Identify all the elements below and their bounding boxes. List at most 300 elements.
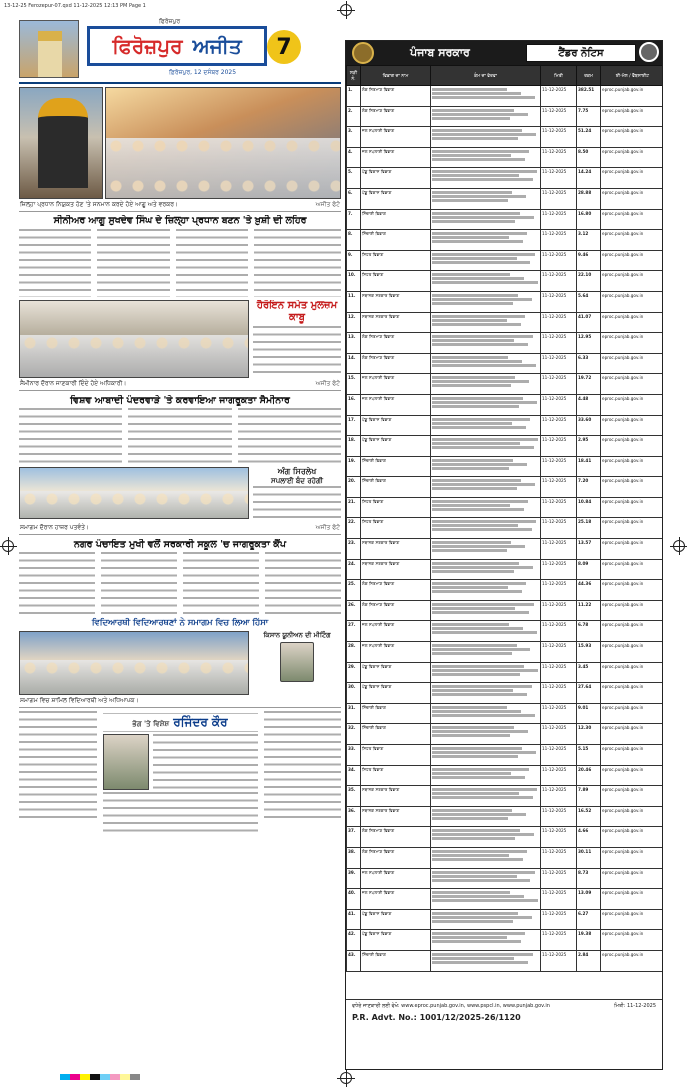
tender-row-website[interactable]: eproc.punjab.gov.in xyxy=(601,539,664,560)
tender-row-date: 11-12-2025 xyxy=(541,889,577,910)
tender-row-amount: 12.30 xyxy=(577,724,601,745)
tender-row-amount: 14.24 xyxy=(577,168,601,189)
tender-row-department: ਪੇਂਡੂ ਵਿਕਾਸ ਵਿਭਾਗ xyxy=(361,909,431,930)
tender-row-description xyxy=(431,827,541,848)
tender-row xyxy=(347,353,664,374)
tender-row-amount: 7.89 xyxy=(577,786,601,807)
tender-row-number: 6. xyxy=(347,188,361,209)
tender-row-website[interactable]: eproc.punjab.gov.in xyxy=(601,333,664,354)
tender-row xyxy=(347,909,664,930)
tender-row-website[interactable]: eproc.punjab.gov.in xyxy=(601,127,664,148)
masthead-tag: ਫਿਰੋਜ਼ਪੁਰ xyxy=(159,18,181,25)
tender-row-description xyxy=(431,230,541,251)
tender-row-amount: 9.01 xyxy=(577,703,601,724)
tender-row-date: 11-12-2025 xyxy=(541,909,577,930)
story1-headline: ਸੀਨੀਅਰ ਆਗੂ ਸੁਖਦੇਵ ਸਿੰਘ ਦੇ ਜ਼ਿਲ੍ਹਾ ਪ੍ਰਧਾਨ ਬਣਨ 'ਤੇ ਖ਼ੁਸ਼ੀ ਦੀ ਲਹਿਰ xyxy=(53,215,307,226)
tender-row-number: 1. xyxy=(347,86,361,107)
tender-row-website[interactable]: eproc.punjab.gov.in xyxy=(601,868,664,889)
tender-row xyxy=(347,86,664,107)
tender-row-number: 2. xyxy=(347,106,361,127)
tender-row-date: 11-12-2025 xyxy=(541,745,577,766)
tender-row-date: 11-12-2025 xyxy=(541,847,577,868)
tender-row-number: 36. xyxy=(347,806,361,827)
tender-row-number: 30. xyxy=(347,683,361,704)
tender-row-date: 11-12-2025 xyxy=(541,209,577,230)
tender-row-amount: 20.46 xyxy=(577,765,601,786)
tender-row-amount: 9.46 xyxy=(577,250,601,271)
column-header: ਰਕਮ xyxy=(577,66,601,86)
tender-row-website[interactable]: eproc.punjab.gov.in xyxy=(601,703,664,724)
tender-row-amount: 5.15 xyxy=(577,745,601,766)
story5-headline: ਵਿਦਿਆਰਥੀ ਵਿਦਿਆਰਥਣਾਂ ਨੇ ਸਮਾਗਮ ਵਿਚ ਲਿਆ ਹਿੱਸਾ xyxy=(91,617,269,627)
tender-row-date: 11-12-2025 xyxy=(541,765,577,786)
story4-side-subheading: ਸਪਲਾਈ ਬੰਦ ਰਹੇਗੀ xyxy=(271,477,323,485)
tender-row xyxy=(347,312,664,333)
tender-row-date: 11-12-2025 xyxy=(541,394,577,415)
tender-row-website[interactable]: eproc.punjab.gov.in xyxy=(601,559,664,580)
tender-row-description xyxy=(431,291,541,312)
tender-row-number: 40. xyxy=(347,889,361,910)
tender-row-department: ਸਿੰਚਾਈ ਵਿਭਾਗ xyxy=(361,230,431,251)
tender-row-number: 32. xyxy=(347,724,361,745)
tender-row-description xyxy=(431,374,541,395)
tender-row-date: 11-12-2025 xyxy=(541,168,577,189)
tender-row-website[interactable]: eproc.punjab.gov.in xyxy=(601,106,664,127)
tender-row-department: ਸਥਾਨਕ ਸਰਕਾਰ ਵਿਭਾਗ xyxy=(361,312,431,333)
tender-row-number: 43. xyxy=(347,950,361,971)
tender-row-date: 11-12-2025 xyxy=(541,642,577,663)
tender-row-number: 41. xyxy=(347,909,361,930)
tender-row-website[interactable]: eproc.punjab.gov.in xyxy=(601,230,664,251)
tender-row-date: 11-12-2025 xyxy=(541,127,577,148)
tender-row-number: 12. xyxy=(347,312,361,333)
tender-row-number: 10. xyxy=(347,271,361,292)
tender-row-website[interactable]: eproc.punjab.gov.in xyxy=(601,889,664,910)
print-slug: 13-12-25 Ferozepur-07.qxd 11-12-2025 12:13 PM Page 1 xyxy=(4,3,146,9)
tender-row xyxy=(347,745,664,766)
tender-row-date: 11-12-2025 xyxy=(541,86,577,107)
registration-mark-icon xyxy=(2,540,14,552)
tender-row xyxy=(347,415,664,436)
tender-row-number: 13. xyxy=(347,333,361,354)
tender-row xyxy=(347,806,664,827)
tender-row-date: 11-12-2025 xyxy=(541,374,577,395)
column-header: ਈ-ਮੇਲ / ਵੈੱਬਸਾਈਟ xyxy=(601,66,664,86)
tender-row-amount: 6.78 xyxy=(577,621,601,642)
tender-row-amount: 33.60 xyxy=(577,415,601,436)
tender-row-number: 28. xyxy=(347,642,361,663)
tender-row-website[interactable]: eproc.punjab.gov.in xyxy=(601,394,664,415)
tender-row-description xyxy=(431,621,541,642)
tender-row xyxy=(347,477,664,498)
tender-row-department: ਲੋਕ ਨਿਰਮਾਣ ਵਿਭਾਗ xyxy=(361,106,431,127)
tender-row-department: ਜਲ ਸਪਲਾਈ ਵਿਭਾਗ xyxy=(361,621,431,642)
page-number: 7 xyxy=(267,30,301,64)
tender-row-amount: 25.18 xyxy=(577,518,601,539)
tender-row-department: ਜਲ ਸਪਲਾਈ ਵਿਭਾਗ xyxy=(361,642,431,663)
tender-row-website[interactable]: eproc.punjab.gov.in xyxy=(601,188,664,209)
tender-row-website[interactable]: eproc.punjab.gov.in xyxy=(601,497,664,518)
tender-row xyxy=(347,168,664,189)
tender-row-number: 34. xyxy=(347,765,361,786)
tender-row-description xyxy=(431,106,541,127)
tender-row-date: 11-12-2025 xyxy=(541,415,577,436)
story4-headline: ਨਗਰ ਪੰਚਾਇਤ ਮੁਖੀ ਵਲੋਂ ਸਰਕਾਰੀ ਸਕੂਲ 'ਚ ਜਾਗਰੂਕਤਾ ਕੈਂਪ xyxy=(73,539,287,550)
tender-row-description xyxy=(431,539,541,560)
column-header: ਵਿਭਾਗ ਦਾ ਨਾਮ xyxy=(361,66,431,86)
tender-row-number: 11. xyxy=(347,291,361,312)
department-logo-icon xyxy=(639,42,659,62)
tender-row-website[interactable]: eproc.punjab.gov.in xyxy=(601,477,664,498)
tender-row-department: ਪੇਂਡੂ ਵਿਕਾਸ ਵਿਭਾਗ xyxy=(361,436,431,457)
tender-row-website[interactable]: eproc.punjab.gov.in xyxy=(601,291,664,312)
tender-row xyxy=(347,374,664,395)
tender-row-description xyxy=(431,436,541,457)
tender-row-description xyxy=(431,86,541,107)
tender-row-department: ਜਲ ਸਪਲਾਈ ਵਿਭਾਗ xyxy=(361,889,431,910)
tender-row-description xyxy=(431,477,541,498)
story3-body xyxy=(19,408,341,464)
newspaper-left-page xyxy=(19,16,341,1066)
registration-mark-icon xyxy=(340,1072,352,1084)
tender-title: ਟੈਂਡਰ ਨੋਟਿਸ xyxy=(526,44,636,62)
tender-row-department: ਸਿੰਚਾਈ ਵਿਭਾਗ xyxy=(361,724,431,745)
tender-row-description xyxy=(431,580,541,601)
tender-row-description xyxy=(431,600,541,621)
tender-row-number: 20. xyxy=(347,477,361,498)
tender-row-website[interactable]: eproc.punjab.gov.in xyxy=(601,662,664,683)
tender-row xyxy=(347,147,664,168)
tender-row-website[interactable]: eproc.punjab.gov.in xyxy=(601,415,664,436)
tender-row-website[interactable]: eproc.punjab.gov.in xyxy=(601,374,664,395)
tender-row-amount: 44.36 xyxy=(577,580,601,601)
tender-row xyxy=(347,539,664,560)
story4-caption: ਸਮਾਗਮ ਦੌਰਾਨ ਹਾਜ਼ਰ ਪਤਵੰਤੇ। ਅਜੀਤ ਫੋਟੋ xyxy=(19,522,341,535)
story4-side-heading: ਅੰਗ ਸਿਰਲੇਖ xyxy=(277,467,317,476)
tender-row-website[interactable]: eproc.punjab.gov.in xyxy=(601,786,664,807)
tender-row-amount: 22.10 xyxy=(577,271,601,292)
tender-row-description xyxy=(431,786,541,807)
tender-row xyxy=(347,436,664,457)
story1-photos xyxy=(19,87,341,199)
tender-row-amount: 2.95 xyxy=(577,436,601,457)
tender-row-description xyxy=(431,703,541,724)
tender-row-date: 11-12-2025 xyxy=(541,312,577,333)
story5-photo xyxy=(19,631,249,695)
tender-row-website[interactable]: eproc.punjab.gov.in xyxy=(601,580,664,601)
tender-row-description xyxy=(431,147,541,168)
tender-row-description xyxy=(431,415,541,436)
tender-row-amount: 12.95 xyxy=(577,333,601,354)
tender-row-department: ਪੇਂਡੂ ਵਿਕਾਸ ਵਿਭਾਗ xyxy=(361,415,431,436)
tender-row-date: 11-12-2025 xyxy=(541,662,577,683)
tender-row xyxy=(347,456,664,477)
tender-row-date: 11-12-2025 xyxy=(541,477,577,498)
tender-row-date: 11-12-2025 xyxy=(541,600,577,621)
tender-row-department: ਪੇਂਡੂ ਵਿਕਾਸ ਵਿਭਾਗ xyxy=(361,188,431,209)
tender-row-website[interactable]: eproc.punjab.gov.in xyxy=(601,909,664,930)
tender-row xyxy=(347,600,664,621)
tender-row-department: ਜਲ ਸਪਲਾਈ ਵਿਭਾਗ xyxy=(361,147,431,168)
tender-row-department: ਜਲ ਸਪਲਾਈ ਵਿਭਾਗ xyxy=(361,394,431,415)
tender-row xyxy=(347,271,664,292)
tender-row-amount: 8.73 xyxy=(577,868,601,889)
tender-row-amount: 19.72 xyxy=(577,374,601,395)
tender-row-department: ਪੇਂਡੂ ਵਿਕਾਸ ਵਿਭਾਗ xyxy=(361,683,431,704)
story1-body xyxy=(19,229,341,297)
tender-row xyxy=(347,497,664,518)
story2-photo xyxy=(19,300,249,378)
tender-footer xyxy=(346,999,662,1069)
tender-row-department: ਲੋਕ ਨਿਰਮਾਣ ਵਿਭਾਗ xyxy=(361,333,431,354)
tender-row-description xyxy=(431,456,541,477)
tender-row-date: 11-12-2025 xyxy=(541,703,577,724)
tender-row-amount: 3.45 xyxy=(577,662,601,683)
tender-row xyxy=(347,683,664,704)
tender-row xyxy=(347,209,664,230)
tender-row-amount: 28.88 xyxy=(577,188,601,209)
tender-row-number: 17. xyxy=(347,415,361,436)
tender-row-number: 29. xyxy=(347,662,361,683)
tender-row-website[interactable]: eproc.punjab.gov.in xyxy=(601,847,664,868)
registration-mark-icon xyxy=(340,4,352,16)
tender-row-date: 11-12-2025 xyxy=(541,291,577,312)
tender-row-department: ਸਿਹਤ ਵਿਭਾਗ xyxy=(361,250,431,271)
tender-footer-date: ਮਿਤੀ: 11-12-2025 xyxy=(614,1003,656,1009)
tender-row-department: ਸਿਹਤ ਵਿਭਾਗ xyxy=(361,271,431,292)
tender-row-date: 11-12-2025 xyxy=(541,333,577,354)
tender-row-description xyxy=(431,168,541,189)
tender-row-website[interactable]: eproc.punjab.gov.in xyxy=(601,745,664,766)
column-header: ਲੜੀ ਨੰ. xyxy=(347,66,361,86)
tender-row-website[interactable]: eproc.punjab.gov.in xyxy=(601,456,664,477)
tender-row xyxy=(347,889,664,910)
tender-row-amount: 7.75 xyxy=(577,106,601,127)
tender-row-date: 11-12-2025 xyxy=(541,580,577,601)
tender-row-website[interactable]: eproc.punjab.gov.in xyxy=(601,642,664,663)
tender-footer-note: ਵਧੇਰੇ ਜਾਣਕਾਰੀ ਲਈ ਵੇਖੋ: www.eproc.punjab.gov.in, www.pspcl.in, www.punjab.gov.in xyxy=(352,1003,550,1009)
tender-row-website[interactable]: eproc.punjab.gov.in xyxy=(601,827,664,848)
tender-row-website[interactable]: eproc.punjab.gov.in xyxy=(601,806,664,827)
tender-row-date: 11-12-2025 xyxy=(541,250,577,271)
tender-row-description xyxy=(431,333,541,354)
tender-row-number: 5. xyxy=(347,168,361,189)
tender-row-website[interactable]: eproc.punjab.gov.in xyxy=(601,86,664,107)
tender-row-amount: 8.09 xyxy=(577,559,601,580)
tender-row-amount: 5.64 xyxy=(577,291,601,312)
tender-row xyxy=(347,559,664,580)
tender-row-date: 11-12-2025 xyxy=(541,683,577,704)
tender-table-header xyxy=(347,66,664,86)
story4-body xyxy=(19,552,341,614)
tender-row-website[interactable]: eproc.punjab.gov.in xyxy=(601,600,664,621)
tender-row-date: 11-12-2025 xyxy=(541,497,577,518)
tender-row-description xyxy=(431,662,541,683)
tender-row-department: ਲੋਕ ਨਿਰਮਾਣ ਵਿਭਾਗ xyxy=(361,827,431,848)
tender-row-website[interactable]: eproc.punjab.gov.in xyxy=(601,683,664,704)
tender-row-description xyxy=(431,250,541,271)
tender-row-date: 11-12-2025 xyxy=(541,786,577,807)
tender-row-department: ਜਲ ਸਪਲਾਈ ਵਿਭਾਗ xyxy=(361,127,431,148)
pr-advt-number: P.R. Advt. No.: 1001/12/2025-26/1120 xyxy=(352,1013,521,1022)
tender-row-amount: 27.64 xyxy=(577,683,601,704)
tender-row-website[interactable]: eproc.punjab.gov.in xyxy=(601,950,664,971)
tender-row-description xyxy=(431,847,541,868)
obituary-heading: ਭੋਗ 'ਤੇ ਵਿਸ਼ੇਸ਼ ਰਜਿੰਦਰ ਕੌਰ xyxy=(103,713,258,732)
tender-row-date: 11-12-2025 xyxy=(541,827,577,848)
masthead-photo xyxy=(19,20,79,78)
story1-portrait-photo xyxy=(19,87,103,199)
tender-row-department: ਪੇਂਡੂ ਵਿਕਾਸ ਵਿਭਾਗ xyxy=(361,168,431,189)
tender-row-date: 11-12-2025 xyxy=(541,436,577,457)
story5-side-box: ਕਿਸਾਨ ਯੂਨੀਅਨ ਦੀ ਮੀਟਿੰਗ xyxy=(263,631,331,639)
tender-row-description xyxy=(431,642,541,663)
tender-row xyxy=(347,230,664,251)
tender-row xyxy=(347,930,664,951)
tender-row-number: 26. xyxy=(347,600,361,621)
tender-row-description xyxy=(431,209,541,230)
tender-row-date: 11-12-2025 xyxy=(541,353,577,374)
tender-row xyxy=(347,703,664,724)
tender-row xyxy=(347,765,664,786)
tender-row xyxy=(347,642,664,663)
masthead-date: ਫ਼ਿਰੋਜ਼ਪੁਰ, 12 ਦਸੰਬਰ 2025 xyxy=(169,69,237,76)
tender-row-description xyxy=(431,271,541,292)
tender-row-amount: 30.11 xyxy=(577,847,601,868)
tender-row-number: 8. xyxy=(347,230,361,251)
tender-row-department: ਸਿੰਚਾਈ ਵਿਭਾਗ xyxy=(361,209,431,230)
tender-row-description xyxy=(431,188,541,209)
tender-row-number: 35. xyxy=(347,786,361,807)
story5-side-portrait xyxy=(280,642,314,682)
tender-row-website[interactable]: eproc.punjab.gov.in xyxy=(601,518,664,539)
tender-row-number: 7. xyxy=(347,209,361,230)
tender-row-number: 33. xyxy=(347,745,361,766)
tender-row-number: 14. xyxy=(347,353,361,374)
masthead xyxy=(19,16,341,84)
tender-row-description xyxy=(431,950,541,971)
registration-mark-icon xyxy=(673,540,685,552)
tender-row-website[interactable]: eproc.punjab.gov.in xyxy=(601,436,664,457)
tender-row xyxy=(347,127,664,148)
tender-row xyxy=(347,580,664,601)
tender-row xyxy=(347,662,664,683)
tender-row-description xyxy=(431,806,541,827)
tender-row xyxy=(347,106,664,127)
tender-row-amount: 13.09 xyxy=(577,889,601,910)
tender-row-description xyxy=(431,745,541,766)
tender-row-website[interactable]: eproc.punjab.gov.in xyxy=(601,930,664,951)
tender-row-amount: 3.12 xyxy=(577,230,601,251)
tender-table xyxy=(346,65,663,972)
tender-row-number: 37. xyxy=(347,827,361,848)
tender-row-amount: 4.48 xyxy=(577,394,601,415)
tender-row-number: 38. xyxy=(347,847,361,868)
tender-row-website[interactable]: eproc.punjab.gov.in xyxy=(601,250,664,271)
tender-row-amount: 4.66 xyxy=(577,827,601,848)
tender-row-description xyxy=(431,765,541,786)
tender-row-amount: 13.57 xyxy=(577,539,601,560)
tender-row xyxy=(347,724,664,745)
tender-row-department: ਸਥਾਨਕ ਸਰਕਾਰ ਵਿਭਾਗ xyxy=(361,539,431,560)
tender-row-website[interactable]: eproc.punjab.gov.in xyxy=(601,271,664,292)
tender-row-date: 11-12-2025 xyxy=(541,868,577,889)
tender-row-department: ਸਥਾਨਕ ਸਰਕਾਰ ਵਿਭਾਗ xyxy=(361,786,431,807)
tender-row-number: 21. xyxy=(347,497,361,518)
story2-headline: ਹੈਰੋਇਨ ਸਮੇਤ ਮੁਲਜ਼ਮ ਕਾਬੂ xyxy=(256,300,338,323)
tender-row-description xyxy=(431,127,541,148)
tender-row-website[interactable]: eproc.punjab.gov.in xyxy=(601,312,664,333)
print-color-bar xyxy=(60,1074,140,1080)
tender-row xyxy=(347,868,664,889)
tender-row-amount: 6.33 xyxy=(577,353,601,374)
tender-row-number: 15. xyxy=(347,374,361,395)
tender-row-description xyxy=(431,683,541,704)
tender-row-website[interactable]: eproc.punjab.gov.in xyxy=(601,353,664,374)
tender-row-date: 11-12-2025 xyxy=(541,559,577,580)
tender-row-number: 4. xyxy=(347,147,361,168)
tender-row-department: ਸਿੰਚਾਈ ਵਿਭਾਗ xyxy=(361,703,431,724)
tender-row-number: 22. xyxy=(347,518,361,539)
tender-row-number: 27. xyxy=(347,621,361,642)
tender-row xyxy=(347,786,664,807)
tender-row-date: 11-12-2025 xyxy=(541,806,577,827)
tender-row-website[interactable]: eproc.punjab.gov.in xyxy=(601,724,664,745)
tender-row-amount: 382.51 xyxy=(577,86,601,107)
tender-row-website[interactable]: eproc.punjab.gov.in xyxy=(601,765,664,786)
column-header: ਕੰਮ ਦਾ ਵੇਰਵਾ xyxy=(431,66,541,86)
tender-row-department: ਲੋਕ ਨਿਰਮਾਣ ਵਿਭਾਗ xyxy=(361,580,431,601)
tender-row-department: ਪੇਂਡੂ ਵਿਕਾਸ ਵਿਭਾਗ xyxy=(361,662,431,683)
tender-row-number: 42. xyxy=(347,930,361,951)
tender-row-description xyxy=(431,724,541,745)
tender-row-description xyxy=(431,518,541,539)
tender-row-department: ਸਥਾਨਕ ਸਰਕਾਰ ਵਿਭਾਗ xyxy=(361,291,431,312)
tender-row-department: ਸਿੰਚਾਈ ਵਿਭਾਗ xyxy=(361,456,431,477)
tender-row-date: 11-12-2025 xyxy=(541,271,577,292)
tender-row-department: ਸਿਹਤ ਵਿਭਾਗ xyxy=(361,497,431,518)
masthead-paper: ਅਜੀਤ xyxy=(192,34,242,58)
tender-row-amount: 10.84 xyxy=(577,497,601,518)
tender-row-department: ਲੋਕ ਨਿਰਮਾਣ ਵਿਭਾਗ xyxy=(361,600,431,621)
tender-row-date: 11-12-2025 xyxy=(541,621,577,642)
story1-caption: ਜ਼ਿਲ੍ਹਾ ਪ੍ਰਧਾਨ ਨਿਯੁਕਤ ਹੋਣ 'ਤੇ ਸਨਮਾਨ ਕਰਦੇ ਹੋਏ ਆਗੂ ਅਤੇ ਵਰਕਰ। ਅਜੀਤ ਫੋਟੋ xyxy=(19,199,341,212)
tender-row-department: ਲੋਕ ਨਿਰਮਾਣ ਵਿਭਾਗ xyxy=(361,353,431,374)
tender-row-website[interactable]: eproc.punjab.gov.in xyxy=(601,621,664,642)
story1-group-photo xyxy=(105,87,341,199)
tender-row-amount: 11.22 xyxy=(577,600,601,621)
tender-row xyxy=(347,291,664,312)
tender-row-amount: 6.27 xyxy=(577,909,601,930)
tender-row-website[interactable]: eproc.punjab.gov.in xyxy=(601,209,664,230)
tender-row-department: ਸਥਾਨਕ ਸਰਕਾਰ ਵਿਭਾਗ xyxy=(361,806,431,827)
tender-row-number: 3. xyxy=(347,127,361,148)
tender-row-date: 11-12-2025 xyxy=(541,518,577,539)
tender-row-date: 11-12-2025 xyxy=(541,147,577,168)
tender-row-department: ਸਿਹਤ ਵਿਭਾਗ xyxy=(361,745,431,766)
tender-row xyxy=(347,950,664,971)
tender-row-amount: 16.80 xyxy=(577,209,601,230)
tender-row-amount: 2.84 xyxy=(577,950,601,971)
column-header: ਮਿਤੀ xyxy=(541,66,577,86)
tender-row-website[interactable]: eproc.punjab.gov.in xyxy=(601,168,664,189)
tender-row-department: ਜਲ ਸਪਲਾਈ ਵਿਭਾਗ xyxy=(361,374,431,395)
tender-row-amount: 15.93 xyxy=(577,642,601,663)
tender-row-website[interactable]: eproc.punjab.gov.in xyxy=(601,147,664,168)
tender-row-department: ਸਿੰਚਾਈ ਵਿਭਾਗ xyxy=(361,477,431,498)
tender-row-date: 11-12-2025 xyxy=(541,950,577,971)
tender-row-description xyxy=(431,497,541,518)
